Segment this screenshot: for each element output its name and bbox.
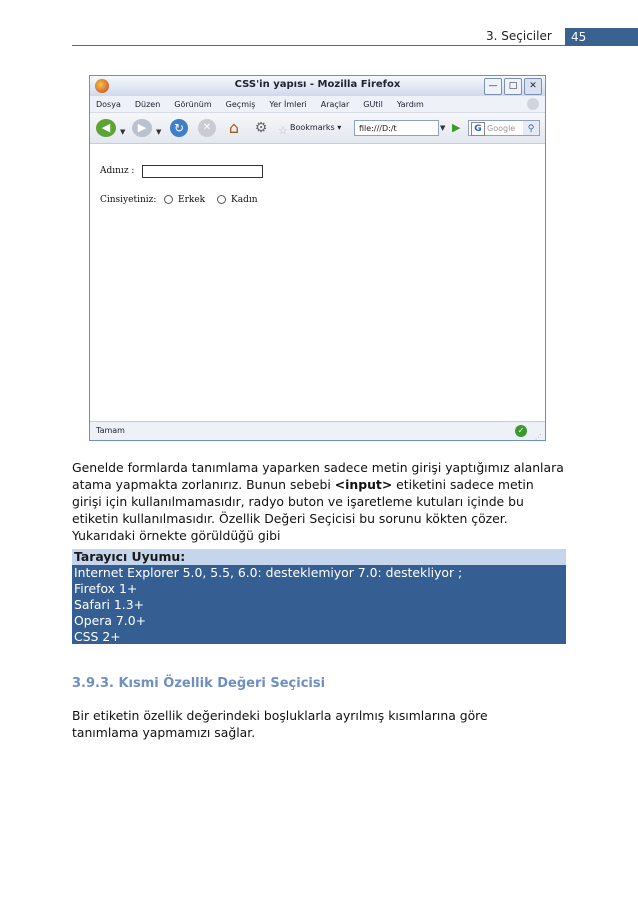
menu-bar xyxy=(90,96,545,113)
bookmarks-button[interactable]: Bookmarks ▾ xyxy=(290,123,342,132)
forward-history-dropdown-icon[interactable]: ▼ xyxy=(156,128,162,136)
paragraph-intro-text-2: etiketini sadece metin girişi için kullanılmamasıdır, radyo buton ve işaretleme kutuları içinde bu etiketin kullanılmasıdır. Özellik Değeri Seçicisi bu sorunu kökten çözer. Yukarıdaki örnekte görüldüğü gibi xyxy=(72,477,534,543)
menu-item-history[interactable]: Geçmiş xyxy=(225,99,256,109)
status-bar xyxy=(90,421,545,440)
compatibility-line: Internet Explorer 5.0, 5.5, 6.0: desteklemiyor 7.0: destekliyor ; xyxy=(74,565,463,580)
name-label: Adınız : xyxy=(100,166,135,176)
compatibility-line: Safari 1.3+ xyxy=(74,597,144,612)
search-placeholder: Google xyxy=(487,124,516,133)
compatibility-line: Firefox 1+ xyxy=(74,581,138,596)
radio-male[interactable] xyxy=(164,195,173,204)
back-history-dropdown-icon[interactable]: ▼ xyxy=(120,128,126,136)
address-input[interactable]: file:///D:/t xyxy=(354,120,439,136)
star-icon[interactable]: ☆ xyxy=(278,124,288,137)
search-box[interactable] xyxy=(468,120,540,136)
page-content xyxy=(90,144,545,422)
title-bar xyxy=(90,76,545,96)
menu-item-file[interactable]: Dosya xyxy=(96,99,121,109)
radio-male-label: Erkek xyxy=(178,195,206,205)
maximize-button[interactable]: □ xyxy=(504,78,522,95)
menu-item-edit[interactable]: Düzen xyxy=(134,99,161,109)
google-icon: G xyxy=(471,122,485,136)
go-arrow-icon[interactable]: ▶ xyxy=(452,121,461,134)
resize-grip-icon[interactable]: ⋰ xyxy=(535,433,542,441)
minimize-button[interactable]: — xyxy=(484,78,502,95)
paragraph-intro-text-1: Genelde formlarda tanımlama yaparken sadece metin girişi yaptığımız alanlara atama yapmakta zorlanırız. Bunun sebebi xyxy=(72,460,564,492)
search-icon[interactable]: ⚲ xyxy=(523,121,539,135)
menu-item-bookmarks[interactable]: Yer İmleri xyxy=(269,99,307,109)
compatibility-title: Tarayıcı Uyumu: xyxy=(72,549,566,565)
forward-arrow-icon[interactable]: ▶ xyxy=(132,119,152,137)
close-button[interactable]: ✕ xyxy=(524,78,542,95)
window-controls xyxy=(484,78,542,95)
running-header-section: 3. Seçiciler xyxy=(486,29,552,43)
compatibility-line: CSS 2+ xyxy=(74,629,121,644)
back-arrow-icon[interactable]: ◀ xyxy=(96,119,116,137)
throbber-icon xyxy=(527,98,539,110)
gear-icon[interactable]: ⚙ xyxy=(254,120,268,136)
gender-label: Cinsiyetiniz: xyxy=(100,195,157,205)
compatibility-line: Opera 7.0+ xyxy=(74,613,146,628)
page-number: 45 xyxy=(565,28,638,46)
address-dropdown-icon[interactable]: ▼ xyxy=(440,124,446,132)
navigation-toolbar xyxy=(90,113,545,144)
stop-icon[interactable]: ✕ xyxy=(198,119,216,137)
paragraph-description: Bir etiketin özellik değerindeki boşluklarla ayrılmış kısımlarına göre tanımlama yapmamızı sağlar. xyxy=(72,708,488,740)
check-icon: ✓ xyxy=(515,425,527,437)
menu-item-gutil[interactable]: GUtil xyxy=(363,99,383,109)
radio-female-label: Kadın xyxy=(231,195,258,205)
radio-female[interactable] xyxy=(217,195,226,204)
window-title: CSS'in yapısı - Mozilla Firefox xyxy=(234,79,401,90)
section-heading: 3.9.3. Kısmi Özellik Değeri Seçicisi xyxy=(72,676,326,691)
input-tag-code: <input> xyxy=(334,477,393,492)
home-icon[interactable]: ⌂ xyxy=(228,118,240,137)
status-text: Tamam xyxy=(96,426,125,435)
name-input[interactable] xyxy=(142,165,263,178)
browser-window xyxy=(89,75,546,441)
menu-item-tools[interactable]: Araçlar xyxy=(320,99,350,109)
header-rule xyxy=(72,45,566,46)
browser-compatibility-box xyxy=(72,549,566,644)
reload-icon[interactable]: ↻ xyxy=(170,119,188,137)
paragraph-intro xyxy=(72,459,566,544)
menu-item-help[interactable]: Yardım xyxy=(396,99,424,109)
bookmarks-label: Bookmarks xyxy=(290,123,335,132)
menu-item-view[interactable]: Görünüm xyxy=(174,99,212,109)
